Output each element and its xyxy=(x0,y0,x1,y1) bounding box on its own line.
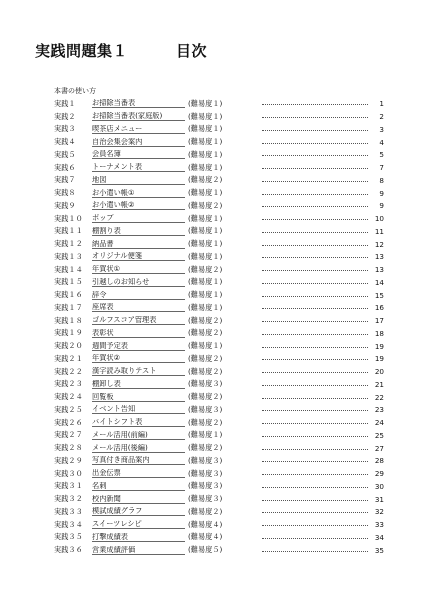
page-number: 31 xyxy=(374,494,384,504)
exercise-title: ポップ xyxy=(92,214,185,223)
toc-row xyxy=(54,416,384,429)
dot-leader xyxy=(262,372,368,373)
toc-row xyxy=(54,378,384,391)
difficulty-level: (難易度１) xyxy=(188,149,223,159)
exercise-title: 週間予定表 xyxy=(92,342,185,351)
exercise-title: 打撃成績表 xyxy=(92,533,185,542)
exercise-number: 実践１８ xyxy=(54,315,83,325)
dot-leader xyxy=(262,487,368,488)
difficulty-level: (難易度２) xyxy=(188,175,223,185)
exercise-number: 実践２９ xyxy=(54,455,83,465)
exercise-number: 実践２３ xyxy=(54,379,83,389)
difficulty-level: (難易度１) xyxy=(188,226,223,236)
exercise-title: バイトシフト表 xyxy=(92,418,185,427)
exercise-title: 棚割り表 xyxy=(92,227,185,236)
toc-row xyxy=(54,98,384,111)
page-number: 8 xyxy=(379,175,384,185)
toc-row xyxy=(54,480,384,493)
exercise-number: 実践３１ xyxy=(54,481,83,491)
exercise-number: 実践１６ xyxy=(54,290,83,300)
toc-row xyxy=(54,187,384,200)
exercise-title: お掃除当番表 xyxy=(92,99,185,108)
difficulty-level: (難易度５) xyxy=(188,545,223,555)
difficulty-level: (難易度３) xyxy=(188,404,223,414)
toc-row xyxy=(54,429,384,442)
exercise-number: 実践８ xyxy=(54,188,76,198)
difficulty-level: (難易度３) xyxy=(188,481,223,491)
toc-row xyxy=(54,365,384,378)
toc-row xyxy=(54,518,384,531)
exercise-number: 実践２６ xyxy=(54,417,83,427)
page-number: 12 xyxy=(374,239,384,249)
toc-row xyxy=(54,340,384,353)
dot-leader xyxy=(262,334,368,335)
page-number: 35 xyxy=(374,545,384,555)
exercise-number: 実践２２ xyxy=(54,366,83,376)
exercise-number: 実践３ xyxy=(54,124,76,134)
page-number: 23 xyxy=(374,405,384,415)
page-number: 17 xyxy=(374,316,384,326)
page-number: 9 xyxy=(379,188,384,198)
dot-leader xyxy=(262,359,368,360)
toc-row xyxy=(54,149,384,162)
exercise-title: トーナメント表 xyxy=(92,163,185,172)
dot-leader xyxy=(262,181,368,182)
toc-row xyxy=(54,493,384,506)
page-number: 1 xyxy=(379,99,384,109)
page-number: 18 xyxy=(374,328,384,338)
difficulty-level: (難易度２) xyxy=(188,315,223,325)
toc-row xyxy=(54,506,384,519)
exercise-title: 表彰状 xyxy=(92,329,185,338)
exercise-title: お掃除当番表(家庭版) xyxy=(92,112,185,121)
dot-leader xyxy=(262,436,368,437)
exercise-title: 出金伝票 xyxy=(92,469,185,478)
dot-leader xyxy=(262,245,368,246)
difficulty-level: (難易度１) xyxy=(188,111,223,121)
page-number: 32 xyxy=(374,507,384,517)
toc-row xyxy=(54,353,384,366)
dot-leader xyxy=(262,551,368,552)
toc-row xyxy=(54,327,384,340)
dot-leader xyxy=(262,232,368,233)
exercise-number: 実践１１ xyxy=(54,226,83,236)
exercise-title: 営業成績評価 xyxy=(92,546,185,555)
exercise-title: 年賀状② xyxy=(92,354,185,363)
dot-leader xyxy=(262,398,368,399)
page-number: 30 xyxy=(374,481,384,491)
toc-row xyxy=(54,161,384,174)
toc-row xyxy=(54,467,384,480)
exercise-number: 実践１３ xyxy=(54,251,83,261)
toc-row xyxy=(54,225,384,238)
exercise-title: イベント告知 xyxy=(92,405,185,414)
exercise-title: メール活用(前編) xyxy=(92,431,185,440)
exercise-title: 漢字読み取りテスト xyxy=(92,367,185,376)
difficulty-level: (難易度２) xyxy=(188,200,223,210)
exercise-title: オリジナル便箋 xyxy=(92,252,185,261)
exercise-number: 実践４ xyxy=(54,137,76,147)
difficulty-level: (難易度１) xyxy=(188,430,223,440)
exercise-number: 実践２５ xyxy=(54,404,83,414)
dot-leader xyxy=(262,423,368,424)
exercise-title: 年賀状① xyxy=(92,265,185,274)
page-number: 3 xyxy=(379,124,384,134)
exercise-number: 実践３２ xyxy=(54,494,83,504)
dot-leader xyxy=(262,168,368,169)
page-number: 34 xyxy=(374,532,384,542)
page-number: 15 xyxy=(374,290,384,300)
page-number: 9 xyxy=(379,201,384,211)
exercise-title: 辞令 xyxy=(92,291,185,300)
page-number: 21 xyxy=(374,379,384,389)
exercise-title: 会員名簿 xyxy=(92,150,185,159)
dot-leader xyxy=(262,410,368,411)
difficulty-level: (難易度１) xyxy=(188,277,223,287)
exercise-title: 座席表 xyxy=(92,303,185,312)
exercise-title: 地図 xyxy=(92,176,185,185)
difficulty-level: (難易度３) xyxy=(188,379,223,389)
dot-leader xyxy=(262,206,368,207)
page-number: 13 xyxy=(374,265,384,275)
toc-row xyxy=(54,238,384,251)
toc-row xyxy=(54,123,384,136)
toc-row xyxy=(54,531,384,544)
dot-leader xyxy=(262,104,368,105)
difficulty-level: (難易度２) xyxy=(188,506,223,516)
toc-row xyxy=(54,302,384,315)
dot-leader xyxy=(262,449,368,450)
page-number: 22 xyxy=(374,392,384,402)
toc-row xyxy=(54,314,384,327)
exercise-title: 棚卸し表 xyxy=(92,380,185,389)
toc-row xyxy=(54,174,384,187)
page-number: 19 xyxy=(374,341,384,351)
dot-leader xyxy=(262,296,368,297)
dot-leader xyxy=(262,474,368,475)
page-number: 13 xyxy=(374,252,384,262)
dot-leader xyxy=(262,130,368,131)
exercise-title: 自治会集会案内 xyxy=(92,138,185,147)
exercise-number: 実践７ xyxy=(54,175,76,185)
difficulty-level: (難易度１) xyxy=(188,341,223,351)
difficulty-level: (難易度３) xyxy=(188,494,223,504)
exercise-number: 実践１５ xyxy=(54,277,83,287)
page-number: 10 xyxy=(374,214,384,224)
difficulty-level: (難易度２) xyxy=(188,353,223,363)
page-number: 14 xyxy=(374,277,384,287)
dot-leader xyxy=(262,385,368,386)
toc-row xyxy=(54,289,384,302)
difficulty-level: (難易度１) xyxy=(188,290,223,300)
dot-leader xyxy=(262,321,368,322)
toc-row xyxy=(54,276,384,289)
exercise-number: 実践２０ xyxy=(54,341,83,351)
page-title xyxy=(35,40,207,61)
page-number: 19 xyxy=(374,354,384,364)
page-number: 24 xyxy=(374,418,384,428)
exercise-number: 実践２８ xyxy=(54,443,83,453)
page-number: 4 xyxy=(379,137,384,147)
difficulty-level: (難易度４) xyxy=(188,519,223,529)
dot-leader xyxy=(262,257,368,258)
toc-row xyxy=(54,455,384,468)
exercise-number: 実践１４ xyxy=(54,264,83,274)
page-number: 7 xyxy=(379,163,384,173)
toc-row xyxy=(54,404,384,417)
difficulty-level: (難易度１) xyxy=(188,162,223,172)
exercise-title: 回覧板 xyxy=(92,393,185,402)
page-number: 28 xyxy=(374,456,384,466)
difficulty-level: (難易度１) xyxy=(188,251,223,261)
exercise-title: 写真付き商品案内 xyxy=(92,456,185,465)
difficulty-level: (難易度２) xyxy=(188,264,223,274)
toc-row xyxy=(54,212,384,225)
exercise-number: 実践３６ xyxy=(54,545,83,555)
toc-row xyxy=(54,251,384,264)
exercise-number: 実践１７ xyxy=(54,302,83,312)
exercise-number: 実践１２ xyxy=(54,239,83,249)
exercise-title: お小遣い帳② xyxy=(92,201,185,210)
page-number: 20 xyxy=(374,367,384,377)
exercise-title: 名刺 xyxy=(92,482,185,491)
exercise-number: 実践９ xyxy=(54,200,76,210)
table-of-contents xyxy=(54,98,384,557)
toc-row xyxy=(54,110,384,123)
exercise-title: 校内新聞 xyxy=(92,495,185,504)
toc-row xyxy=(54,200,384,213)
difficulty-level: (難易度１) xyxy=(188,188,223,198)
exercise-number: 実践１９ xyxy=(54,328,83,338)
exercise-title: お小遣い帳① xyxy=(92,189,185,198)
exercise-title: 模試成績グラフ xyxy=(92,507,185,516)
page-number: 11 xyxy=(374,226,384,236)
difficulty-level: (難易度１) xyxy=(188,124,223,134)
dot-leader xyxy=(262,347,368,348)
difficulty-level: (難易度２) xyxy=(188,417,223,427)
intro-heading: 本書の使い方 xyxy=(54,87,96,95)
exercise-title: 喫茶店メニュー xyxy=(92,125,185,134)
dot-leader xyxy=(262,143,368,144)
difficulty-level: (難易度１) xyxy=(188,98,223,108)
exercise-number: 実践５ xyxy=(54,149,76,159)
toc-row xyxy=(54,391,384,404)
exercise-number: 実践２７ xyxy=(54,430,83,440)
exercise-title: 納品書 xyxy=(92,240,185,249)
page-number: 5 xyxy=(379,150,384,160)
exercise-number: 実践１０ xyxy=(54,213,83,223)
page-number: 33 xyxy=(374,520,384,530)
difficulty-level: (難易度２) xyxy=(188,392,223,402)
book-title: 実践問題集１ xyxy=(35,42,129,60)
exercise-number: 実践３３ xyxy=(54,506,83,516)
exercise-number: 実践２１ xyxy=(54,353,83,363)
dot-leader xyxy=(262,461,368,462)
exercise-title: スイーツレシピ xyxy=(92,520,185,529)
difficulty-level: (難易度２) xyxy=(188,366,223,376)
page-number: 16 xyxy=(374,303,384,313)
page-number: 27 xyxy=(374,443,384,453)
dot-leader xyxy=(262,270,368,271)
dot-leader xyxy=(262,219,368,220)
dot-leader xyxy=(262,117,368,118)
page-number: 29 xyxy=(374,469,384,479)
toc-row xyxy=(54,544,384,557)
difficulty-level: (難易度３) xyxy=(188,455,223,465)
dot-leader xyxy=(262,538,368,539)
exercise-number: 実践２ xyxy=(54,111,76,121)
difficulty-level: (難易度１) xyxy=(188,302,223,312)
page-number: 2 xyxy=(379,112,384,122)
difficulty-level: (難易度１) xyxy=(188,137,223,147)
toc-row xyxy=(54,263,384,276)
difficulty-level: (難易度４) xyxy=(188,532,223,542)
difficulty-level: (難易度２) xyxy=(188,443,223,453)
exercise-title: ゴルフスコア管理表 xyxy=(92,316,185,325)
difficulty-level: (難易度２) xyxy=(188,328,223,338)
dot-leader xyxy=(262,500,368,501)
dot-leader xyxy=(262,194,368,195)
section-title: 目次 xyxy=(176,42,208,60)
toc-row xyxy=(54,136,384,149)
exercise-number: 実践３５ xyxy=(54,532,83,542)
toc-row xyxy=(54,442,384,455)
exercise-number: 実践３４ xyxy=(54,519,83,529)
exercise-number: 実践１ xyxy=(54,98,76,108)
exercise-number: 実践３０ xyxy=(54,468,83,478)
exercise-number: 実践２４ xyxy=(54,392,83,402)
dot-leader xyxy=(262,283,368,284)
difficulty-level: (難易度１) xyxy=(188,239,223,249)
dot-leader xyxy=(262,155,368,156)
dot-leader xyxy=(262,308,368,309)
exercise-number: 実践６ xyxy=(54,162,76,172)
difficulty-level: (難易度１) xyxy=(188,213,223,223)
exercise-title: 引越しのお知らせ xyxy=(92,278,185,287)
exercise-title: メール活用(後編) xyxy=(92,444,185,453)
dot-leader xyxy=(262,512,368,513)
page-number: 25 xyxy=(374,430,384,440)
dot-leader xyxy=(262,525,368,526)
difficulty-level: (難易度３) xyxy=(188,468,223,478)
